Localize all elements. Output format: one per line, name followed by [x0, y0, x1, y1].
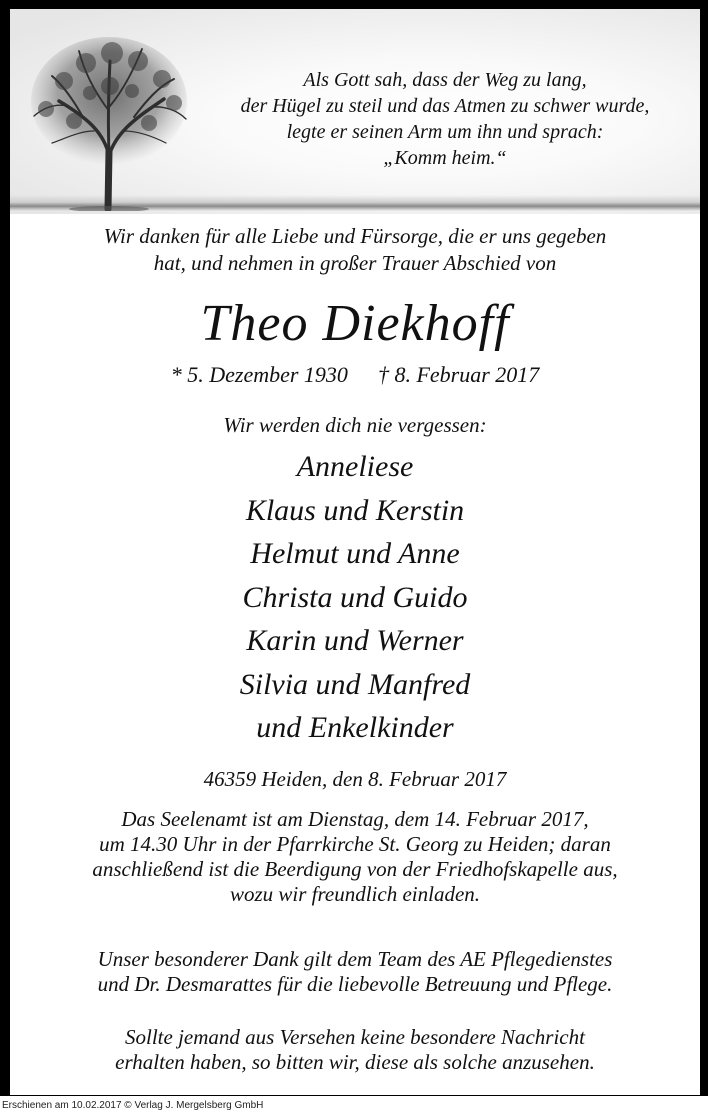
thanks-paragraph [10, 947, 700, 997]
intro-line: hat, und nehmen in großer Trauer Abschied von [153, 251, 557, 275]
family-member: Anneliese [296, 450, 414, 483]
death-date: † 8. Februar 2017 [377, 362, 540, 387]
family-member: Klaus und Kerstin [245, 493, 465, 527]
obituary-card [10, 9, 700, 1095]
name-text: Theo Diekhoff [200, 295, 510, 352]
service-line: wozu wir freundlich einladen. [229, 882, 481, 906]
birth-date: * 5. Dezember 1930 [170, 362, 348, 387]
family-member: Silvia und Manfred [239, 667, 471, 701]
family-member: Karin und Werner [246, 624, 464, 657]
remember-text: Wir werden dich nie vergessen: [223, 413, 487, 437]
poem-line: legte er seinen Arm um ihn und sprach: [286, 121, 604, 143]
service-line: anschließend ist die Beerdigung von der Friedhofskapelle aus, [92, 857, 618, 881]
remember-line [10, 411, 700, 439]
publication-footer [0, 1096, 708, 1116]
intro-line: Wir danken für alle Liebe und Fürsorge, die er uns gegeben [103, 224, 607, 248]
poem-line: Als Gott sah, dass der Weg zu lang, [303, 69, 587, 91]
notice-line: erhalten haben, so bitten wir, diese als solche anzusehen. [115, 1050, 595, 1074]
place-date-text: 46359 Heiden, den 8. Februar 2017 [203, 767, 507, 791]
tree-icon [24, 31, 194, 211]
service-paragraph [10, 807, 700, 907]
notice-line: Sollte jemand aus Versehen keine besondere Nachricht [125, 1025, 585, 1049]
thanks-line: und Dr. Desmarattes für die liebevolle Betreuung und Pflege. [97, 972, 613, 996]
footer-text: Erschienen am 10.02.2017 © Verlag J. Mergelsberg GmbH [2, 1100, 264, 1111]
life-dates [10, 361, 700, 389]
intro-text [10, 223, 700, 277]
poem-line: „Komm heim.“ [383, 147, 507, 169]
poem [225, 67, 665, 171]
family-member: Christa und Guido [242, 580, 468, 614]
family-member: Helmut und Anne [250, 537, 460, 570]
poem-line: der Hügel zu steil und das Atmen zu schwer wurde, [240, 95, 650, 117]
deceased-name [10, 291, 700, 357]
family-list [10, 445, 700, 750]
service-line: um 14.30 Uhr in der Pfarrkirche St. Georg zu Heiden; daran [99, 832, 611, 856]
notice-paragraph [10, 1025, 700, 1075]
service-line: Das Seelenamt ist am Dienstag, dem 14. Februar 2017, [121, 807, 589, 831]
place-date [10, 765, 700, 793]
family-member: und Enkelkinder [256, 711, 454, 744]
thanks-line: Unser besonderer Dank gilt dem Team des AE Pflegedienstes [97, 947, 613, 971]
